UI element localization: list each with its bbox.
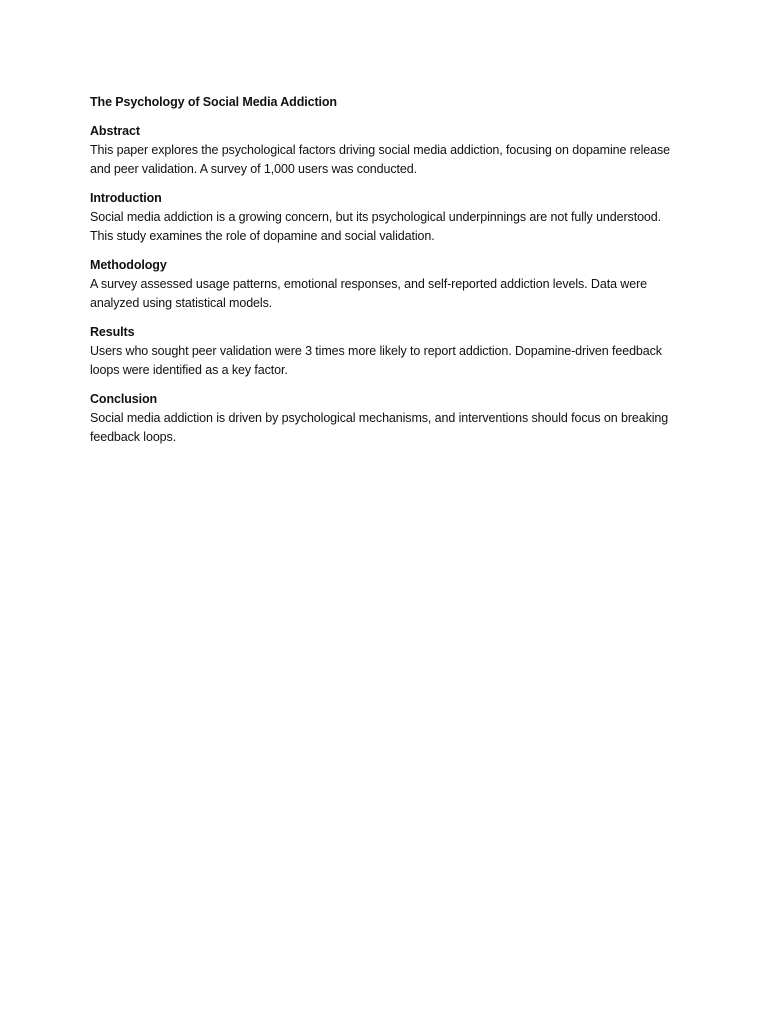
document-title: The Psychology of Social Media Addiction <box>90 95 337 109</box>
section-heading-conclusion: Conclusion <box>90 392 158 406</box>
section-introduction <box>90 189 680 246</box>
section-body-introduction: Social media addiction is a growing concern, but its psychological underpinnings are not fully understood. This study examines the role of dopamine and social validation. <box>90 210 661 243</box>
section-conclusion <box>90 390 680 447</box>
section-body-abstract: This paper explores the psychological factors driving social media addiction, focusing on dopamine release and peer validation. A survey of 1,000 users was conducted. <box>90 143 671 176</box>
section-heading-methodology: Methodology <box>90 258 167 272</box>
document-content <box>90 93 680 447</box>
section-heading-abstract: Abstract <box>90 124 140 138</box>
section-body-conclusion: Social media addiction is driven by psychological mechanisms, and interventions should focus on breaking feedback loops. <box>90 411 669 444</box>
section-heading-introduction: Introduction <box>90 191 162 205</box>
section-methodology <box>90 256 680 313</box>
section-results <box>90 323 680 380</box>
section-heading-results: Results <box>90 325 135 339</box>
section-body-results: Users who sought peer validation were 3 times more likely to report addiction. Dopamine-driven feedback loops were identified as a key factor. <box>90 344 662 377</box>
section-body-methodology: A survey assessed usage patterns, emotional responses, and self-reported addiction levels. Data were analyzed using statistical models. <box>90 277 647 310</box>
section-abstract <box>90 122 680 179</box>
